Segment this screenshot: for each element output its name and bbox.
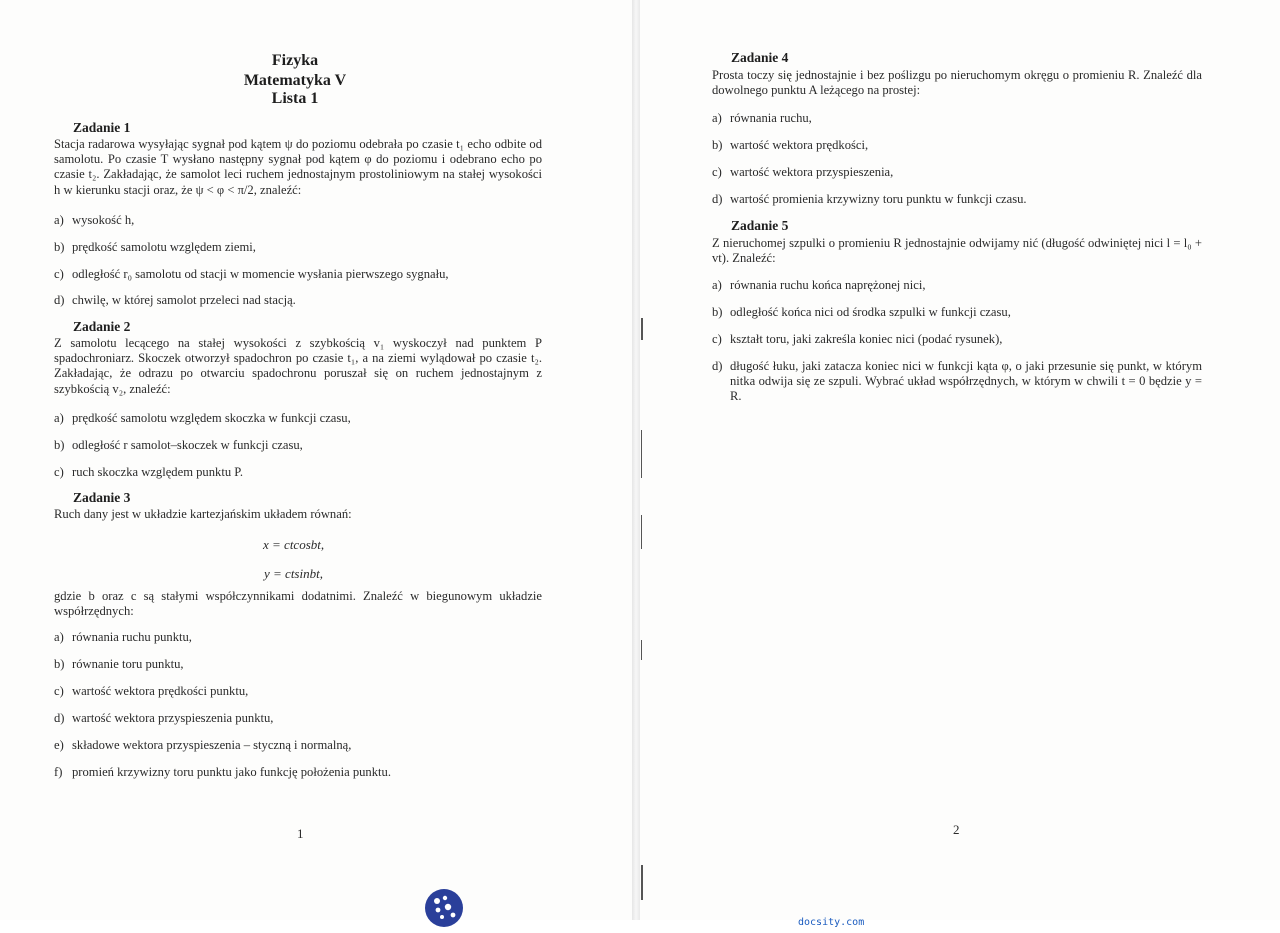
list-item	[54, 267, 449, 282]
zadanie-4-text: Prosta toczy się jednostajnie i bez poślizgu po nieruchomym okręgu o promieniu R. Znaleźć dla dowolnego punktu A leżącego na prostej:	[712, 68, 1202, 98]
item-label: a)	[54, 411, 64, 425]
item-text: odległość r₀ samolotu od stacji w momencie wysłania pierwszego sygnału,	[72, 267, 449, 281]
list-item	[54, 711, 273, 726]
item-label: e)	[54, 738, 64, 752]
list-item	[54, 738, 351, 753]
item-label: c)	[54, 267, 64, 281]
doc-title: Fizyka	[271, 52, 319, 69]
zadanie-2-heading: Zadanie 2	[73, 319, 131, 334]
page-number: 1	[297, 826, 304, 841]
item-text: równanie toru punktu,	[72, 657, 184, 671]
item-text: chwilę, w której samolot przeleci nad stacją.	[72, 293, 296, 307]
item-label: c)	[712, 332, 722, 346]
item-text: odległość końca nici od środka szpulki w funkcji czasu,	[730, 305, 1011, 319]
item-text: wartość wektora prędkości punktu,	[72, 684, 249, 698]
item-label: b)	[54, 657, 65, 671]
list-item	[54, 438, 303, 453]
fold-mark	[641, 430, 642, 478]
item-label: d)	[712, 192, 723, 206]
item-text: ruch skoczka względem punktu P.	[72, 465, 244, 479]
fold-mark	[641, 318, 643, 340]
list-item	[712, 359, 1202, 405]
zadanie-5-text: Z nieruchomej szpulki o promieniu R jednostajnie odwijamy nić (długość odwiniętej nici l = l₀ + vt). Znaleźć:	[712, 236, 1202, 266]
zadanie-3-intro: Ruch dany jest w układzie kartezjańskim układem równań:	[54, 507, 352, 521]
list-item	[54, 411, 351, 426]
item-label: b)	[712, 305, 723, 319]
zadanie-5-heading: Zadanie 5	[731, 218, 789, 233]
list-item	[712, 278, 925, 293]
zadanie-2-text: Z samolotu lecącego na stałej wysokości z szybkością v₁ wyskoczył nad punktem P spadochroniarz. Skoczek otworzył spadochron po czasie t₁, a na ziemi wylądował po czasie t₂. Zakładając, że odrazu po otwarciu spadochronu poruszał się on ruchem jednostajnym z szybkością v₂, znaleźć:	[54, 336, 542, 396]
item-text: prędkość samolotu względem ziemi,	[72, 240, 256, 254]
zadanie-1-text: Stacja radarowa wysyłając sygnał pod kątem ψ do poziomu odebrała po czasie t₁ echo odbite od samolotu. Po czasie T wysłano następny sygnał pod kątem φ do poziomu i odebrano echo po czasie t₂. Zakładając, że samolot leci ruchem jednostajnym prostoliniowym na stałej wysokości h w kierunku stacji oraz, że ψ < φ < π/2, znaleźć:	[54, 137, 542, 197]
item-text: wartość wektora przyspieszenia punktu,	[72, 711, 274, 725]
list-item	[712, 111, 812, 126]
list-item	[54, 293, 296, 308]
item-text: wartość promienia krzywizny toru punktu w funkcji czasu.	[730, 192, 1027, 206]
item-label: a)	[54, 213, 64, 227]
item-text: równania ruchu,	[730, 111, 812, 125]
doc-list-number: Lista 1	[271, 90, 319, 107]
list-item	[712, 165, 893, 180]
fold-mark	[641, 640, 642, 660]
equation-y: y = ctsinbt,	[264, 566, 323, 581]
item-label: b)	[54, 240, 65, 254]
list-item	[54, 657, 184, 672]
list-item	[54, 465, 243, 480]
item-label: f)	[54, 765, 63, 779]
zadanie-1-heading: Zadanie 1	[73, 120, 131, 135]
item-label: b)	[712, 138, 723, 152]
list-item	[54, 765, 391, 780]
page-gutter	[632, 0, 640, 920]
item-text: kształt toru, jaki zakreśla koniec nici (podać rysunek),	[730, 332, 1003, 346]
item-text: wartość wektora przyspieszenia,	[730, 165, 894, 179]
item-label: d)	[54, 293, 65, 307]
item-text: równania ruchu punktu,	[72, 630, 192, 644]
zadanie-4-heading: Zadanie 4	[731, 50, 789, 65]
page-number: 2	[953, 822, 960, 837]
list-item	[712, 192, 1027, 207]
list-item	[54, 630, 192, 645]
list-item	[712, 138, 868, 153]
list-item	[712, 305, 1011, 320]
item-text: odległość r samolot–skoczek w funkcji czasu,	[72, 438, 303, 452]
zadanie-3-text: gdzie b oraz c są stałymi współczynnikami dodatnimi. Znaleźć w biegunowym układzie współrzędnych:	[54, 589, 542, 619]
list-item	[54, 213, 134, 228]
item-label: c)	[54, 684, 64, 698]
item-text: wartość wektora prędkości,	[730, 138, 869, 152]
list-item	[54, 240, 256, 255]
docsity-logo-icon	[424, 888, 464, 928]
item-text: składowe wektora przyspieszenia – styczną i normalną,	[72, 738, 352, 752]
equation-x: x = ctcosbt,	[263, 537, 325, 552]
item-text: długość łuku, jaki zatacza koniec nici w funkcji kąta φ, o jaki przesunie się punkt, w którym nitka odwija się ze szpuli. Wybrać układ współrzędnych, w którym w chwili t = 0 będzie y = R.	[730, 359, 1202, 404]
item-text: wysokość h,	[72, 213, 135, 227]
fold-mark	[641, 865, 643, 900]
item-label: c)	[712, 165, 722, 179]
item-label: a)	[712, 278, 722, 292]
item-label: d)	[712, 359, 723, 373]
docsity-brand-text: docsity.com	[798, 917, 865, 928]
zadanie-3-heading: Zadanie 3	[73, 490, 131, 505]
item-label: a)	[712, 111, 722, 125]
item-text: równania ruchu końca naprężonej nici,	[730, 278, 926, 292]
item-label: d)	[54, 711, 65, 725]
list-item	[54, 684, 248, 699]
item-label: a)	[54, 630, 64, 644]
item-label: c)	[54, 465, 64, 479]
fold-mark	[641, 515, 642, 549]
item-text: prędkość samolotu względem skoczka w funkcji czasu,	[72, 411, 351, 425]
list-item	[712, 332, 1002, 347]
item-label: b)	[54, 438, 65, 452]
item-text: promień krzywizny toru punktu jako funkcję położenia punktu.	[72, 765, 391, 779]
doc-subtitle: Matematyka V	[243, 72, 347, 89]
